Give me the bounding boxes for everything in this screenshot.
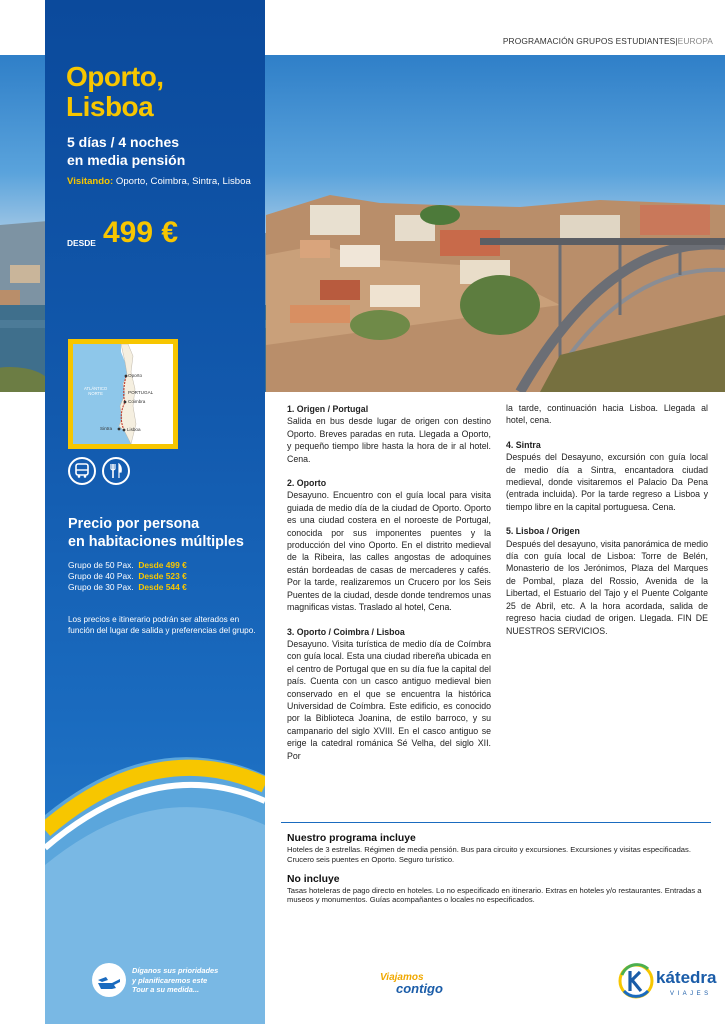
katedra-logo [618, 963, 717, 1004]
day-title: 4. Sintra [506, 439, 541, 450]
map-city-oporto: Oporto [128, 373, 143, 378]
map-sea-label [84, 386, 107, 396]
group-label: Grupo de 40 Pax. [68, 571, 134, 581]
map-city-coimbra: Coimbra [128, 399, 146, 404]
group-price: Desde 499 € [138, 560, 187, 570]
map-city-lisboa: Lisboa [127, 427, 141, 432]
itinerary-column-2 [506, 402, 708, 649]
slogan-line1: Díganos sus prioridades [132, 966, 219, 975]
footer-slogan [132, 966, 218, 995]
cutlery-icon [102, 457, 130, 485]
program-conditions [287, 832, 709, 913]
pricing-heading-line1: Precio por persona [68, 516, 200, 532]
day-text: Después del desayuno, visita panorámica de medio día con guía local de Lisboa: Torre de Belén, Monasterio de los Jerónimos, Plaza del Marques de Pombal, plaza del Rossio, Avenida de la Libertad, el Estuario del Tajo y el Puente Colgante 25 de Abril, etc. A la hora acordada, salida de regreso hacia ciudad de origen. Llegada. FIN DE NUESTROS SERVICIOS. [506, 538, 708, 636]
duration-line2: en media pensión [67, 152, 186, 168]
header-section-label: PROGRAMACIÓN GRUPOS ESTUDIANTES [502, 36, 676, 46]
brand-subtitle: VIAJES [670, 991, 712, 997]
brand-name: kátedra [656, 968, 717, 987]
trip-title-line1: Oporto, [66, 61, 164, 92]
trip-title [66, 62, 164, 122]
pricing-heading-line2: en habitaciones múltiples [68, 534, 244, 550]
map-sea-line1: ATLÁNTICO [84, 386, 108, 391]
slogan-line2: y planificaremos este [132, 975, 208, 985]
group-price-row [68, 560, 187, 571]
slogan-line3: Tour a su medida... [132, 985, 200, 995]
trip-duration [67, 133, 185, 169]
map-area [73, 344, 173, 444]
map-country-label: PORTUGAL [128, 390, 154, 395]
day-title: 2. Oporto [287, 478, 327, 489]
group-price: Desde 523 € [138, 571, 187, 581]
day-text: Desayuno. Visita turística de medio día de Coímbra con guía local. Esta una ciudad ribereña ubicada en el centro de Portugal que en su día fue la capital del país. Cuenta con un casco antiguo medieval bien conservado en el que se encuentra la histórica Universidad de Coímbra. Este edificio, es conocido por la Biblioteca Joanina, de estilo barroco, y su campanario del siglo XVIII. En el casco antiguo se erige la catedral románica Sé Velha, del siglo XII. Por [287, 638, 491, 761]
pricing-heading [68, 515, 264, 551]
day-text-continued: la tarde, continuación hacia Lisboa. Llegada al hotel, cena. [506, 403, 708, 426]
duration-line1: 5 días / 4 noches [67, 134, 180, 150]
excludes-text: Tasas hoteleras de pago directo en hoteles. Lo no especificado en itinerario. Extras en hoteles y/o restaurantes. Entradas a museos y monumentos. Guías acompañantes o locales no especificados. [287, 885, 702, 905]
section-header [503, 36, 713, 46]
info-sidebar [45, 0, 265, 1024]
day-title: 1. Origen / Portugal [287, 404, 369, 414]
section-divider [281, 822, 711, 823]
pricing-note: Los precios e itinerario podrán ser alterados en función del lugar de salida y preferencias del grupo. [68, 615, 256, 635]
header-region-label: EUROPA [677, 36, 713, 46]
price-prefix: DESDE [67, 238, 96, 248]
route-map [68, 339, 178, 449]
group-price: Desde 544 € [138, 582, 187, 592]
visiting-cities [67, 176, 257, 189]
itinerary-column-1 [287, 403, 491, 774]
includes-text: Hoteles de 3 estrellas. Régimen de media pensión. Bus para circuito y excursiones. Excursiones y visitas especificadas. Crucero seis puentes en Oporto. Seguro turístico. [287, 845, 691, 864]
visiting-places: Oporto, Coimbra, Sintra, Lisboa [113, 176, 251, 187]
visiting-label: Visitando: [67, 176, 114, 187]
group-price-row [68, 571, 187, 582]
katedra-logo-icon [618, 963, 654, 999]
excludes-title: No incluye [287, 873, 340, 885]
trip-price: 499 € [103, 216, 179, 249]
bus-icon [68, 457, 96, 485]
pointing-hand-icon [92, 963, 126, 997]
day-title: 5. Lisboa / Origen [506, 526, 580, 537]
day-title: 3. Oporto / Coimbra / Lisboa [287, 626, 405, 637]
header-separator: | [675, 36, 678, 46]
group-price-row [68, 582, 187, 593]
day-text: Desayuno. Encuentro con el guía local para visita guiada de medio día de la ciudad de Oporto. Oporto es una ciudad costera en el noroeste de Portugal, conocida por sus imponentes puentes y la producción del vino Oporto. En el distrito medieval de la Ribeira, las calles angostas de adoquines están bordeadas de casas de mercaderes y cafés. Por la tarde, realizaremos un Crucero por los Seis Puentes de la ciudad, desde donde tendremos unas magnificas vistas. Traslado al hotel, Cena. [287, 490, 491, 613]
map-sea-line2: NORTE [88, 391, 103, 396]
top-header-bar [266, 0, 725, 55]
day-text: Salida en bus desde lugar de origen con destino Oporto. Breves paradas en ruta. Llegada a Oporto, y pequeño tiempo libre hasta la hora de ir al hotel. Cena. [287, 416, 491, 464]
tagline-line1: Viajamos [380, 972, 424, 983]
tagline-logo [380, 972, 443, 995]
day-text: Después del Desayuno, excursión con guía local de medio día a Sintra, encantadora ciudad medieval, donde visitaremos el Palacio Da Pena (entrada incluida). Por la tarde regreso a Lisboa y tiempo libre en la capital portuguesa. Cena. [506, 452, 708, 512]
trip-title-line2: Lisboa [66, 91, 154, 122]
map-city-sintra: Sintra [100, 426, 113, 431]
group-label: Grupo de 30 Pax. [68, 582, 134, 592]
group-label: Grupo de 50 Pax. [68, 560, 134, 570]
group-prices [68, 560, 187, 593]
tagline-line2: contigo [396, 981, 443, 996]
includes-title: Nuestro programa incluye [287, 833, 416, 844]
